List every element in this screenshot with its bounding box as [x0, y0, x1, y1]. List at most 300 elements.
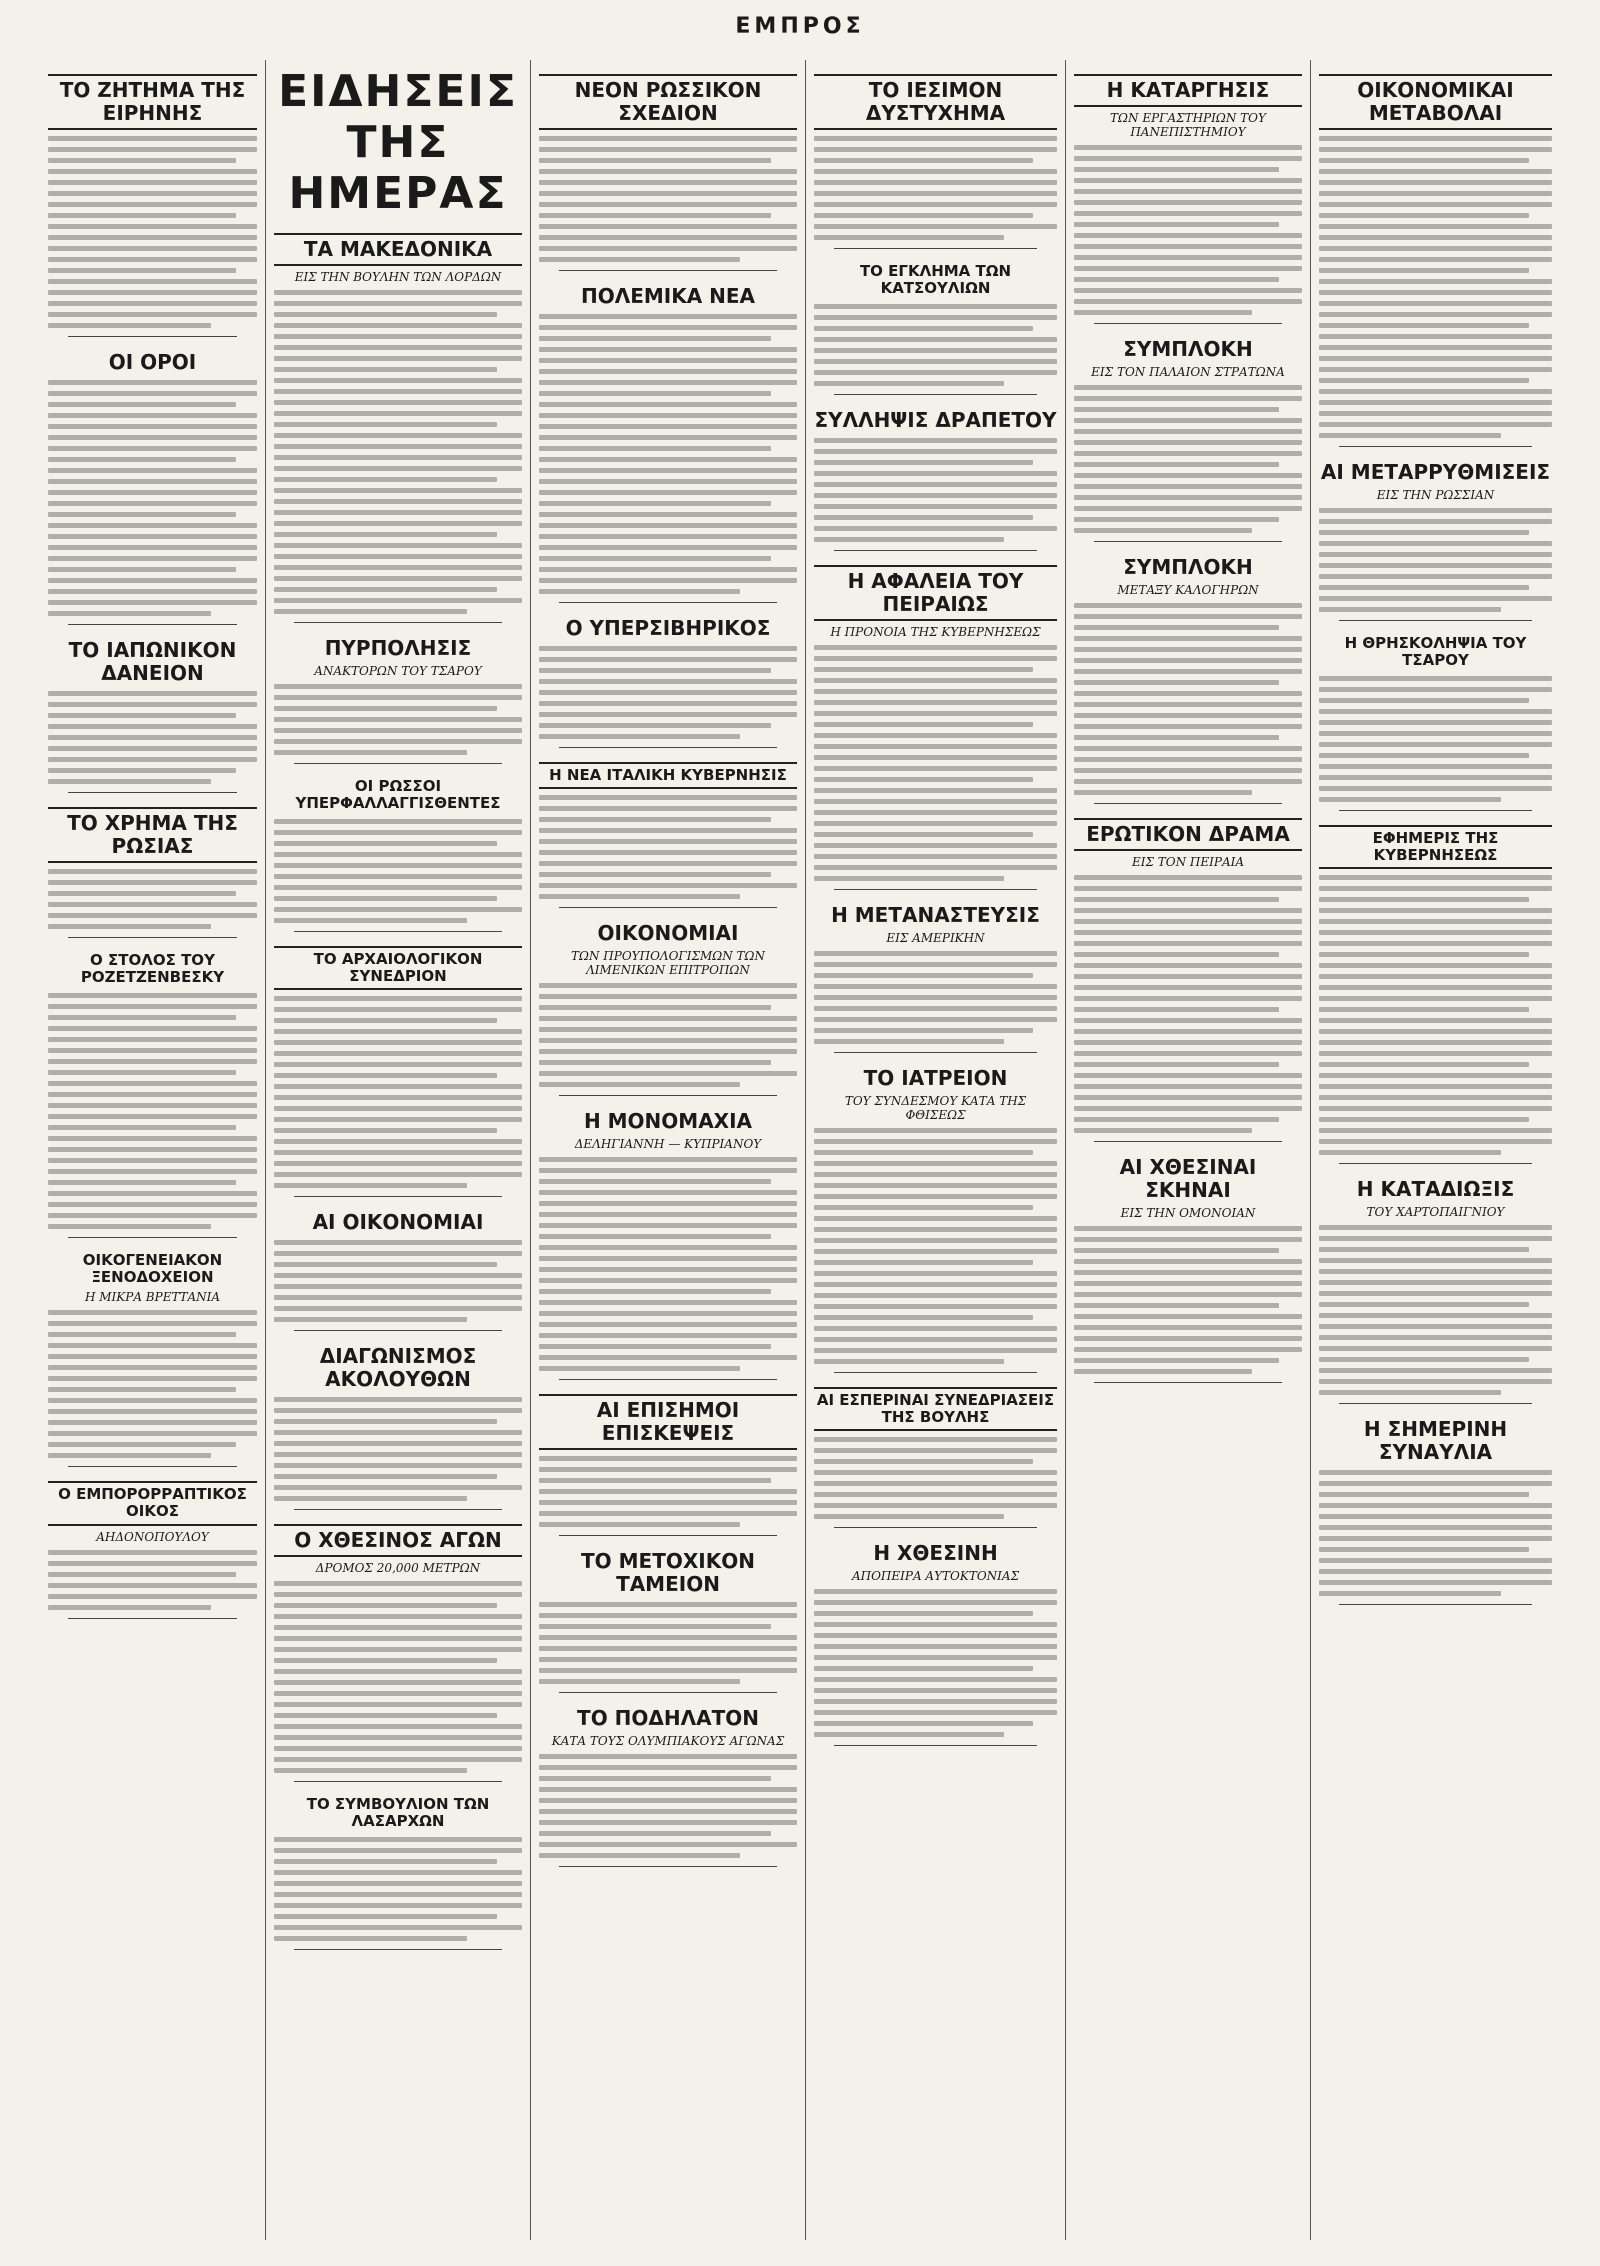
article-title: Η ΑΦΑΛΕΙΑ ΤΟΥ ΠΕΙΡΑΙΩΣ	[814, 565, 1057, 621]
text-line	[1074, 451, 1302, 456]
text-line	[274, 356, 522, 361]
text-line	[1319, 1492, 1529, 1497]
text-line	[539, 1500, 797, 1505]
text-line	[1319, 764, 1552, 769]
column-6	[1310, 60, 1560, 2240]
text-line	[539, 347, 797, 352]
text-line	[539, 1478, 771, 1483]
text-line	[1074, 919, 1302, 924]
text-line	[1074, 974, 1302, 979]
article-subtitle: Η ΠΡΟΝΟΙΑ ΤΗΣ ΚΥΒΕΡΝΗΣΕΩΣ	[830, 624, 1041, 639]
text-line	[48, 523, 257, 528]
text-line	[1319, 1569, 1552, 1574]
divider	[834, 1745, 1037, 1746]
text-line	[1074, 963, 1302, 968]
divider	[834, 248, 1037, 249]
text-line	[48, 600, 257, 605]
text-line	[274, 312, 497, 317]
article-title: Η ΜΕΤΑΝΑΣΤΕΥΣΙΣ	[831, 902, 1040, 927]
article-body	[814, 438, 1057, 542]
text-line	[814, 1183, 1057, 1188]
text-line	[1074, 200, 1302, 205]
text-line	[48, 457, 236, 462]
text-line	[274, 543, 522, 548]
text-line	[274, 1397, 522, 1402]
text-line	[539, 468, 797, 473]
text-line	[274, 1161, 522, 1166]
divider	[294, 1196, 502, 1197]
text-line	[539, 1842, 797, 1847]
article-title: ΑΙ ΟΙΚΟΝΟΜΙΑΙ	[312, 1210, 484, 1234]
text-line	[1319, 389, 1552, 394]
text-line	[274, 554, 522, 559]
article-subtitle: ΑΠΟΠΕΙΡΑ ΑΥΤΟΚΤΟΝΙΑΣ	[851, 1569, 1020, 1583]
text-line	[814, 315, 1057, 320]
text-line	[274, 422, 497, 427]
text-line	[814, 1238, 1057, 1243]
text-line	[539, 1038, 797, 1043]
article-subtitle: Η ΜΙΚΡΑ ΒΡΕΤΤΑΝΙΑ	[84, 1290, 221, 1304]
article-body	[539, 1754, 797, 1858]
article-body	[1319, 676, 1552, 802]
article-body	[1074, 385, 1302, 533]
text-line	[539, 1820, 797, 1825]
text-line	[1074, 952, 1279, 957]
text-line	[1319, 563, 1552, 568]
text-line	[539, 402, 797, 407]
text-line	[48, 479, 257, 484]
text-line	[48, 757, 257, 762]
article-body	[1319, 1225, 1552, 1395]
text-line	[814, 1227, 1057, 1232]
text-line	[1319, 1503, 1552, 1508]
text-line	[1319, 147, 1552, 152]
text-line	[814, 1721, 1033, 1726]
article	[814, 565, 1057, 890]
text-line	[539, 545, 797, 550]
text-line	[1319, 908, 1552, 913]
text-line	[48, 191, 257, 196]
column-5	[1065, 60, 1310, 2240]
text-line	[1319, 1536, 1552, 1541]
text-line	[1319, 235, 1552, 240]
text-line	[1319, 1313, 1552, 1318]
text-line	[814, 359, 1057, 364]
text-line	[274, 1496, 467, 1501]
text-line	[1319, 202, 1552, 207]
text-line	[48, 589, 257, 594]
text-line	[1074, 1303, 1279, 1308]
text-line	[1074, 277, 1279, 282]
text-line	[814, 1028, 1033, 1033]
text-line	[48, 913, 257, 918]
text-line	[48, 169, 257, 174]
text-line	[814, 1194, 1057, 1199]
article-title: ΑΙ ΕΠΙΣΗΜΟΙ ΕΠΙΣΚΕΨΕΙΣ	[539, 1394, 797, 1450]
text-line	[539, 457, 797, 462]
article	[274, 637, 522, 764]
text-line	[48, 924, 211, 929]
text-line	[814, 326, 1033, 331]
article	[1074, 818, 1302, 1142]
article-title: ΤΟ ΣΥΜΒΟΥΛΙΟΝ ΤΩΝ ΛΑΣΑΡΧΩΝ	[306, 1795, 490, 1831]
text-line	[539, 817, 771, 822]
text-line	[539, 1212, 797, 1217]
text-line	[539, 657, 797, 662]
text-line	[1074, 897, 1279, 902]
text-line	[1319, 1470, 1552, 1475]
text-line	[539, 191, 797, 196]
text-line	[48, 224, 257, 229]
text-line	[814, 865, 1057, 870]
text-line	[274, 1128, 497, 1133]
text-line	[1074, 768, 1302, 773]
text-line	[274, 1295, 522, 1300]
text-line	[1319, 1558, 1552, 1563]
divider	[834, 1527, 1037, 1528]
text-line	[48, 147, 257, 152]
text-line	[1319, 1346, 1552, 1351]
text-line	[274, 1273, 522, 1278]
text-line	[1319, 541, 1552, 546]
text-line	[274, 1925, 522, 1930]
text-line	[274, 1317, 467, 1322]
text-line	[274, 750, 467, 755]
article-body	[814, 1128, 1057, 1364]
text-line	[1074, 156, 1302, 161]
article-title: Η ΝΕΑ ΙΤΑΛΙΚΗ ΚΥΒΕΡΝΗΣΙΣ	[539, 762, 797, 789]
text-line	[539, 424, 797, 429]
text-line	[48, 1332, 236, 1337]
text-line	[814, 147, 1057, 152]
text-line	[48, 724, 257, 729]
text-line	[1319, 1580, 1552, 1585]
text-line	[1319, 268, 1529, 273]
text-line	[1074, 724, 1302, 729]
text-line	[1319, 378, 1529, 383]
text-line	[48, 891, 236, 896]
text-line	[1319, 919, 1552, 924]
text-line	[274, 1051, 522, 1056]
article-subtitle: ΤΩΝ ΕΡΓΑΣΤΗΡΙΩΝ ΤΟΥ ΠΑΝΕΠΙΣΤΗΜΙΟΥ	[1110, 111, 1266, 139]
text-line	[1319, 301, 1552, 306]
text-line	[274, 1581, 522, 1586]
article-body	[814, 304, 1057, 386]
text-line	[814, 667, 1033, 672]
text-line	[48, 1070, 236, 1075]
text-line	[1319, 1139, 1552, 1144]
article-body	[814, 645, 1057, 881]
text-line	[539, 224, 797, 229]
text-line	[539, 336, 771, 341]
article-subtitle: ΕΙΣ ΤΗΝ ΡΩΣΣΙΑΝ	[1376, 488, 1495, 502]
article-title: ΣΥΜΠΛΟΚΗ	[1123, 337, 1253, 361]
text-line	[48, 1059, 257, 1064]
text-line	[274, 684, 522, 689]
text-line	[1319, 1291, 1552, 1296]
divider	[1339, 1604, 1532, 1605]
article-title: Ο ΥΠΕΡΣΙΒΗΡΙΚΟΣ	[565, 616, 771, 640]
article-body	[274, 819, 522, 923]
text-line	[48, 323, 211, 328]
text-line	[274, 1757, 522, 1762]
text-line	[814, 733, 1057, 738]
text-line	[1319, 1040, 1552, 1045]
text-line	[274, 290, 522, 295]
text-line	[274, 1441, 522, 1446]
text-line	[1319, 875, 1552, 880]
text-line	[539, 1635, 797, 1640]
text-line	[539, 894, 740, 899]
divider	[834, 394, 1037, 395]
text-line	[274, 1592, 522, 1597]
text-line	[48, 735, 257, 740]
text-line	[539, 1245, 797, 1250]
text-line	[814, 951, 1057, 956]
divider	[559, 1095, 777, 1096]
text-line	[1319, 886, 1552, 891]
article-body	[814, 136, 1057, 240]
text-line	[539, 646, 797, 651]
text-line	[814, 1492, 1057, 1497]
text-line	[814, 1304, 1057, 1309]
text-line	[539, 235, 797, 240]
text-line	[814, 1688, 1057, 1693]
article-body	[539, 1456, 797, 1527]
article	[814, 263, 1057, 395]
text-line	[1319, 1368, 1552, 1373]
divider	[294, 763, 502, 764]
text-line	[539, 1456, 797, 1461]
text-line	[274, 830, 522, 835]
text-line	[539, 1344, 771, 1349]
text-line	[274, 841, 497, 846]
text-line	[1074, 1051, 1302, 1056]
text-line	[539, 512, 797, 517]
text-line	[48, 1180, 236, 1185]
article-title: ΤΟ ΙΑΠΩΝΙΚΟΝ ΔΑΝΕΙΟΝ	[68, 638, 237, 685]
text-line	[274, 455, 522, 460]
text-line	[814, 832, 1033, 837]
article-body	[274, 996, 522, 1188]
text-line	[1319, 213, 1529, 218]
article-title: Ο ΣΤΟΛΟΣ ΤΟΥ ΡΟΖΕΤΖΕΝΒΕΣΚΥ	[80, 951, 225, 987]
divider	[1339, 620, 1532, 621]
text-line	[814, 1216, 1057, 1221]
article-subtitle: ΕΙΣ ΤΟΝ ΠΑΛΑΙΟΝ ΣΤΡΑΤΩΝΑ	[1091, 365, 1285, 379]
text-line	[539, 1234, 771, 1239]
text-line	[1319, 158, 1529, 163]
text-line	[1319, 519, 1552, 524]
text-line	[1074, 1128, 1252, 1133]
text-line	[1319, 930, 1552, 935]
text-line	[48, 1004, 257, 1009]
text-line	[1074, 1314, 1302, 1319]
text-line	[274, 1848, 522, 1853]
text-line	[539, 1005, 771, 1010]
text-line	[1319, 400, 1552, 405]
text-line	[539, 1179, 771, 1184]
text-line	[814, 381, 1004, 386]
text-line	[814, 136, 1057, 141]
article	[274, 1211, 522, 1331]
text-line	[539, 1355, 797, 1360]
column-1	[40, 60, 265, 2240]
text-line	[539, 1201, 797, 1206]
article-title: Η ΚΑΤΑΡΓΗΣΙΣ	[1074, 74, 1302, 107]
text-line	[1319, 433, 1501, 438]
text-line	[1319, 1084, 1552, 1089]
text-line	[1319, 1547, 1529, 1552]
text-line	[1319, 698, 1529, 703]
text-line	[48, 1081, 257, 1086]
text-line	[274, 1859, 497, 1864]
text-line	[814, 656, 1057, 661]
article-subtitle: ΤΟΥ ΣΥΝΔΕΣΜΟΥ ΚΑΤΑ ΤΗΣ ΦΘΙΣΕΩΣ	[844, 1093, 1027, 1122]
text-line	[539, 1679, 740, 1684]
text-line	[274, 1106, 522, 1111]
article-title: ΤΟ ΖΗΤΗΜΑ ΤΗΣ ΕΙΡΗΝΗΣ	[48, 74, 257, 130]
text-line	[814, 1359, 1004, 1364]
text-line	[1074, 517, 1279, 522]
text-line	[539, 1168, 797, 1173]
text-line	[1319, 1280, 1552, 1285]
text-line	[48, 534, 257, 539]
text-line	[539, 839, 797, 844]
text-line	[539, 567, 797, 572]
text-line	[539, 883, 797, 888]
divider	[834, 1372, 1037, 1373]
text-line	[539, 1267, 797, 1272]
text-line	[539, 1853, 740, 1858]
text-line	[539, 850, 797, 855]
text-line	[48, 136, 257, 141]
article-body	[539, 1157, 797, 1371]
text-line	[48, 611, 211, 616]
text-line	[814, 700, 1057, 705]
text-line	[814, 876, 1004, 881]
divider	[68, 792, 237, 793]
text-line	[1319, 1247, 1529, 1252]
text-line	[1319, 1514, 1552, 1519]
article-title: ΔΙΑΓΩΝΙΣΜΟΣ ΑΚΟΛΟΥΘΩΝ	[319, 1344, 477, 1391]
text-line	[814, 984, 1057, 989]
text-line	[1319, 585, 1529, 590]
text-line	[814, 995, 1057, 1000]
text-line	[814, 449, 1057, 454]
text-line	[274, 1084, 522, 1089]
text-line	[48, 1191, 257, 1196]
article	[48, 639, 257, 793]
text-line	[48, 1158, 257, 1163]
text-line	[814, 202, 1057, 207]
article-title: ΟΙ ΡΩΣΣΟΙ ΥΠΕΡΦΑΛΛΑΓΓΙΣΘΕΝΤΕΣ	[295, 777, 501, 813]
text-line	[814, 526, 1057, 531]
text-line	[814, 1622, 1057, 1627]
divider	[559, 1692, 777, 1693]
text-line	[274, 1768, 467, 1773]
text-line	[539, 1256, 797, 1261]
text-line	[814, 438, 1057, 443]
text-line	[274, 1117, 522, 1122]
article-title: Ο ΧΘΕΣΙΝΟΣ ΑΓΩΝ	[274, 1524, 522, 1557]
text-line	[274, 1680, 522, 1685]
divider	[559, 747, 777, 748]
text-line	[1074, 385, 1302, 390]
text-line	[48, 246, 257, 251]
divider	[294, 1330, 502, 1331]
article	[274, 1524, 522, 1782]
article	[48, 1252, 257, 1468]
text-line	[1074, 429, 1302, 434]
text-line	[1074, 614, 1302, 619]
text-line	[539, 994, 797, 999]
text-line	[539, 358, 797, 363]
article	[814, 904, 1057, 1053]
text-line	[1319, 1029, 1552, 1034]
text-line	[48, 1442, 236, 1447]
text-line	[48, 1136, 257, 1141]
text-line	[274, 1903, 522, 1908]
text-line	[274, 907, 522, 912]
text-line	[1074, 1325, 1302, 1330]
text-line	[1319, 169, 1552, 174]
text-line	[814, 1448, 1057, 1453]
text-line	[48, 1224, 211, 1229]
article-title: ΑΙ ΜΕΤΑΡΡΥΘΜΙΣΕΙΣ	[1320, 460, 1551, 484]
text-line	[1074, 506, 1302, 511]
text-line	[48, 545, 257, 550]
article	[539, 762, 797, 908]
text-line	[1074, 908, 1302, 913]
text-line	[274, 1636, 522, 1641]
text-line	[1319, 786, 1552, 791]
text-line	[814, 1470, 1057, 1475]
text-line	[814, 158, 1033, 163]
divider	[559, 270, 777, 271]
text-line	[1074, 1336, 1302, 1341]
text-line	[539, 147, 797, 152]
article	[814, 74, 1057, 249]
text-line	[274, 1881, 522, 1886]
article-body	[539, 983, 797, 1087]
text-line	[274, 378, 522, 383]
text-line	[539, 523, 797, 528]
text-line	[274, 1625, 522, 1630]
text-line	[48, 1103, 257, 1108]
article-body	[539, 646, 797, 739]
text-line	[539, 479, 797, 484]
article	[814, 1387, 1057, 1529]
text-line	[1319, 687, 1552, 692]
text-line	[1319, 279, 1552, 284]
text-line	[814, 766, 1057, 771]
text-line	[1319, 356, 1552, 361]
text-line	[274, 323, 522, 328]
text-line	[274, 1485, 522, 1490]
article-title: ΤΟ ΑΡΧΑΙΟΛΟΓΙΚΟΝ ΣΥΝΕΔΡΙΟΝ	[274, 946, 522, 991]
divider	[1339, 1163, 1532, 1164]
text-line	[1074, 1062, 1279, 1067]
text-line	[1074, 930, 1302, 935]
text-line	[1074, 1347, 1302, 1352]
text-line	[814, 304, 1057, 309]
text-line	[48, 1594, 257, 1599]
text-line	[814, 810, 1057, 815]
text-line	[539, 257, 740, 262]
text-line	[1074, 603, 1302, 608]
text-line	[814, 1006, 1057, 1011]
